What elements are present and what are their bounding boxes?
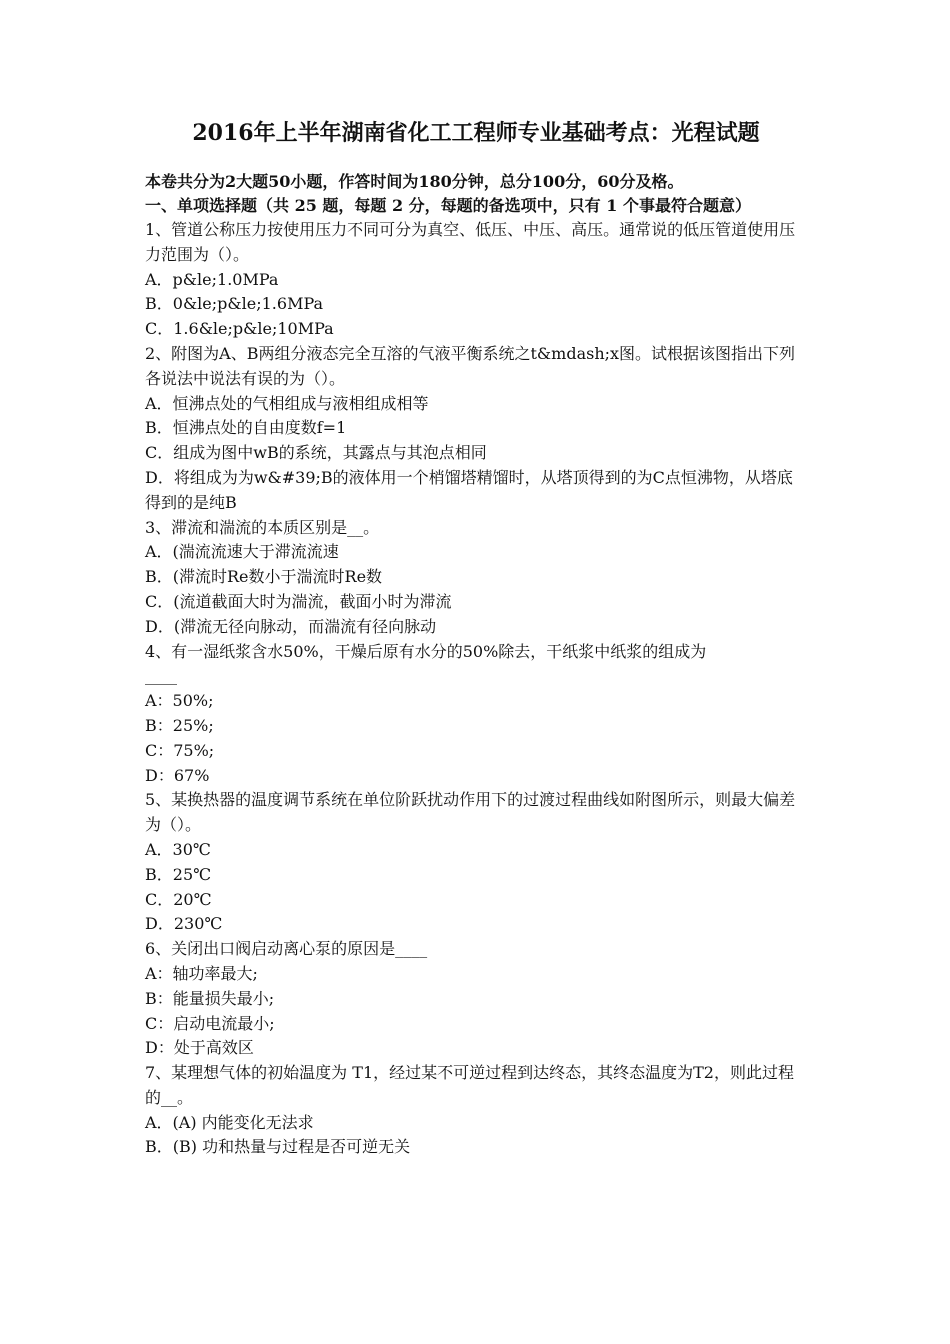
- option-a: A．p&le;1.0MPa: [145, 269, 279, 289]
- question-5: [145, 788, 807, 937]
- question-stem: 6、关闭出口阀启动离心泵的原因是____: [145, 939, 428, 959]
- option-b: B．25℃: [145, 864, 212, 884]
- question-stem: 7、某理想气体的初始温度为 T1，经过某不可逆过程到达终态，其终态温度为T2，则此过程的__。: [145, 1063, 794, 1107]
- question-stem: 3、滞流和湍流的本质区别是__。: [145, 517, 380, 537]
- option-d: D．将组成为为w&#39;B的液体用一个梢馏塔精馏时，从塔顶得到的为C点恒沸物，从塔底得到的是纯B: [145, 467, 793, 512]
- question-7: [145, 1061, 807, 1160]
- option-a: A：50%;: [145, 691, 214, 711]
- option-b: B．0&le;p&le;1.6MPa: [145, 294, 324, 314]
- option-a: A．30℃: [145, 839, 211, 859]
- question-stem: 1、管道公称压力按使用压力不同可分为真空、低压、中压、高压。通常说的低压管道使用压力范围为（）。: [145, 220, 796, 264]
- question-stem: 5、某换热器的温度调节系统在单位阶跃扰动作用下的过渡过程曲线如附图所示，则最大偏差为（）。: [145, 790, 796, 835]
- question-stem: 4、有一湿纸浆含水50%，干燥后原有水分的50%除去，干纸浆中纸浆的组成为: [145, 641, 707, 661]
- question-1: [145, 218, 807, 342]
- exam-intro: 本卷共分为2大题50小题，作答时间为180分钟，总分100分，60分及格。: [145, 172, 684, 191]
- option-c: C．(流道截面大时为湍流，截面小时为滞流: [145, 591, 452, 611]
- option-c: C：75%;: [145, 740, 215, 760]
- option-c: C．20℃: [145, 889, 212, 909]
- document-page: [145, 118, 807, 1160]
- question-stem: 2、附图为A、B两组分液态完全互溶的气液平衡系统之t&mdash;x图。试根据该图指出下列各说法中说法有误的为（）。: [145, 343, 796, 388]
- option-b: B：能量损失最小;: [145, 988, 275, 1008]
- option-a: A．恒沸点处的气相组成与液相组成相等: [145, 393, 429, 413]
- option-b: B：25%;: [145, 715, 214, 735]
- question-4: [145, 640, 807, 789]
- question-6: [145, 937, 807, 1061]
- option-d: D：处于高效区: [145, 1038, 254, 1058]
- option-c: C：启动电流最小;: [145, 1013, 275, 1033]
- option-b: B．恒沸点处的自由度数f=1: [145, 418, 347, 438]
- document-title: 2016年上半年湖南省化工工程师专业基础考点：光程试题: [192, 120, 760, 146]
- option-a: A：轴功率最大;: [145, 963, 258, 983]
- option-c: C．1.6&le;p&le;10MPa: [145, 319, 334, 339]
- section-heading: 一、单项选择题（共 25 题，每题 2 分，每题的备选项中，只有 1 个事最符合题意）: [145, 196, 751, 215]
- option-a: A．(湍流流速大于滞流流速: [145, 542, 339, 562]
- question-3: [145, 516, 807, 640]
- option-b: B．(滞流时Re数小于湍流时Re数: [145, 567, 383, 587]
- option-d: D．230℃: [145, 914, 223, 934]
- option-c: C．组成为图中wB的系统，其露点与其泡点相同: [145, 443, 487, 463]
- question-2: [145, 342, 807, 516]
- option-a: A．(A) 内能变化无法求: [145, 1112, 314, 1132]
- option-b: B．(B) 功和热量与过程是否可逆无关: [145, 1137, 411, 1157]
- answer-blank: ____: [145, 666, 177, 686]
- option-d: D：67%: [145, 765, 210, 785]
- option-d: D．(滞流无径向脉动，而湍流有径向脉动: [145, 616, 437, 636]
